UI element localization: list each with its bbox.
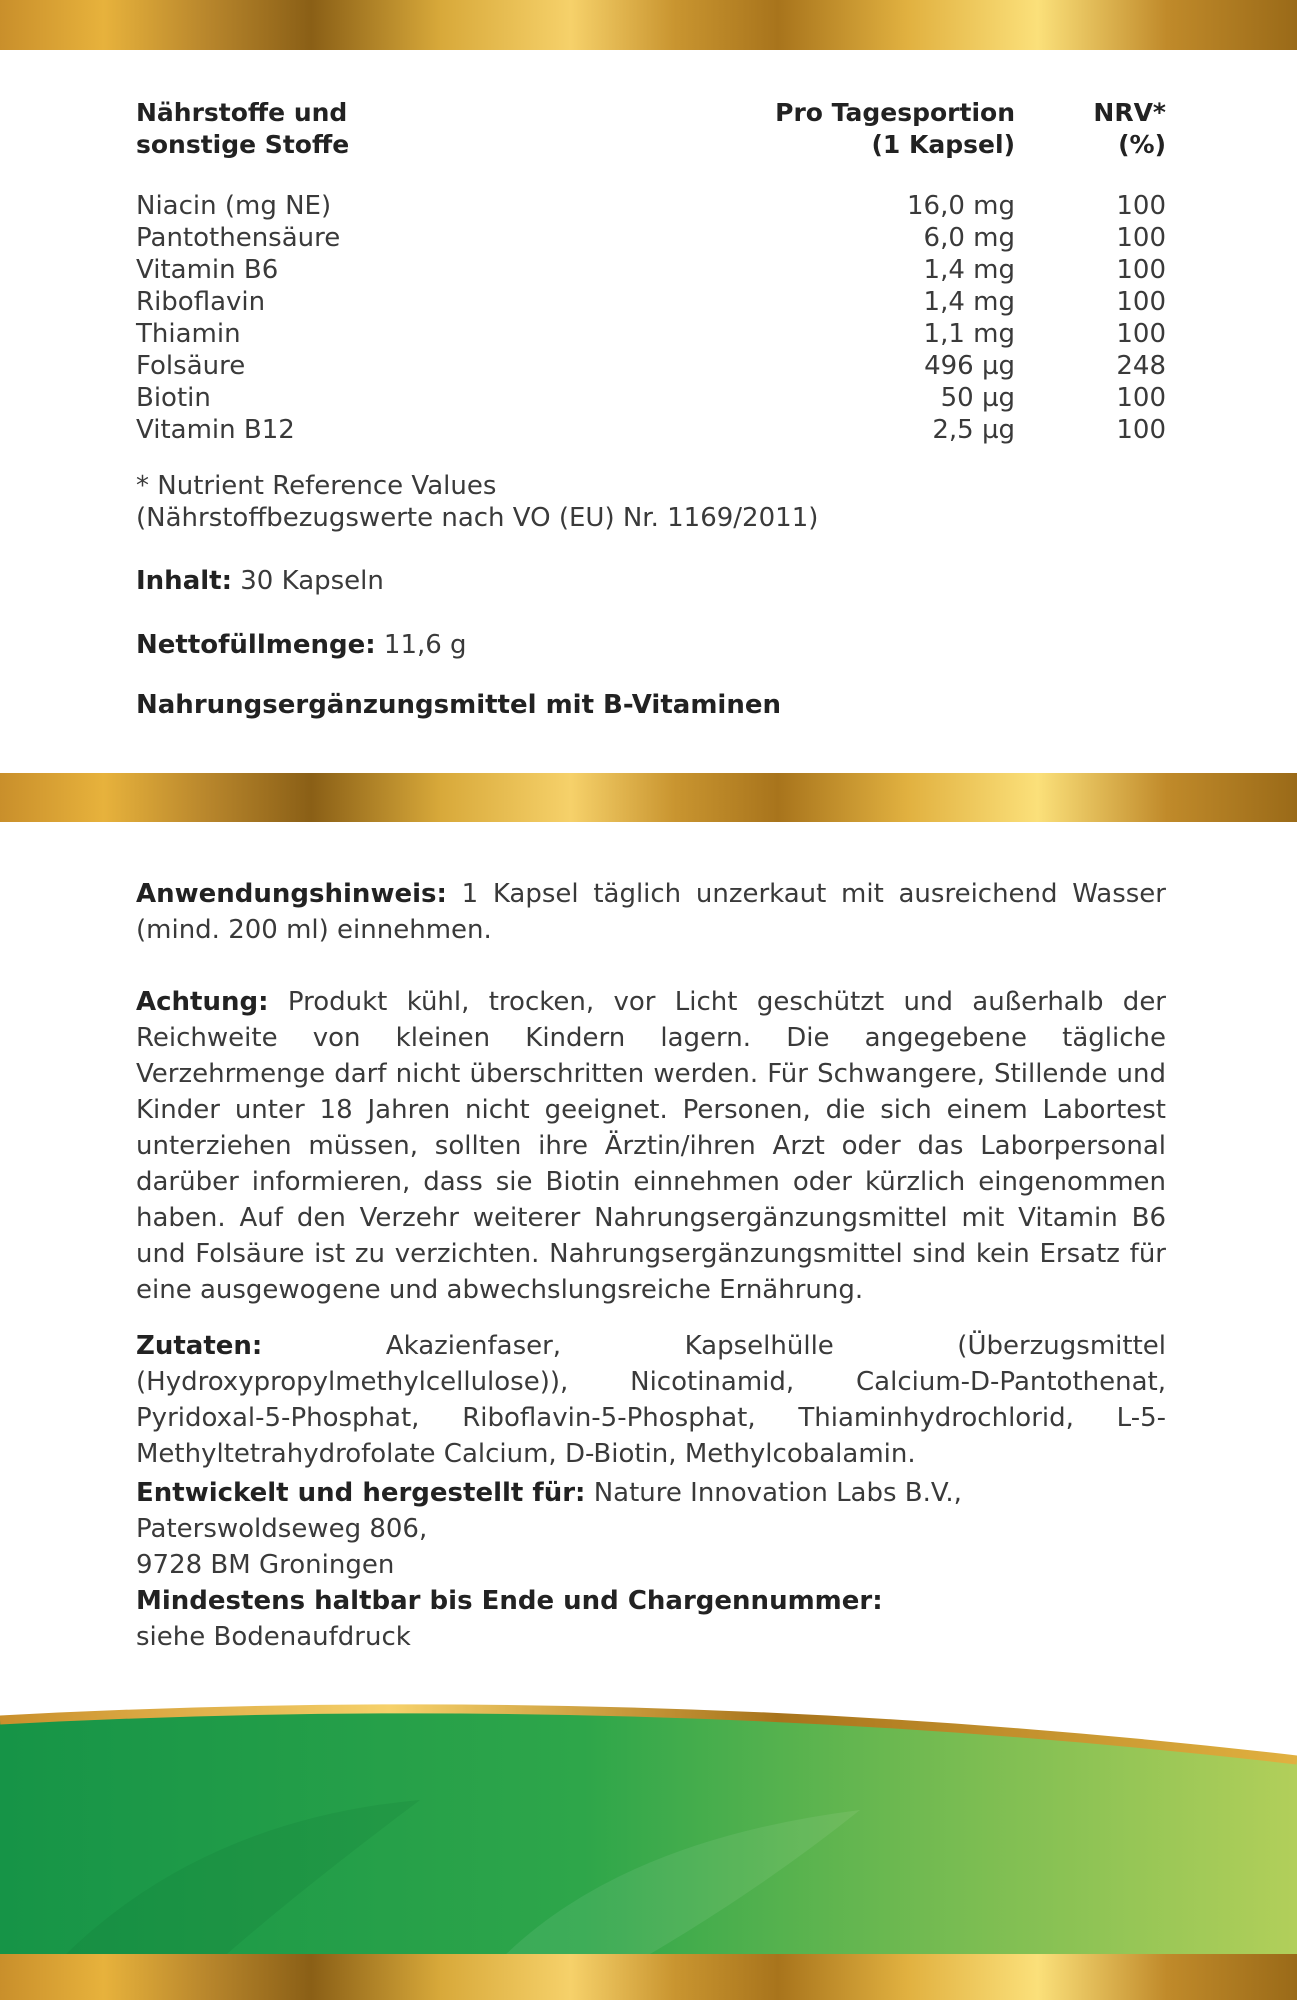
nutrient-amount: 16,0 mg bbox=[907, 191, 1015, 221]
nutrient-name: Vitamin B12 bbox=[136, 415, 295, 445]
nutrient-name: Thiamin bbox=[136, 319, 241, 349]
gold-band-bottom bbox=[0, 1954, 1297, 2000]
nutrient-nrv: 100 bbox=[1116, 255, 1166, 285]
nutrient-name: Niacin (mg NE) bbox=[136, 191, 332, 221]
content-info: Inhalt: 30 Kapseln bbox=[136, 566, 384, 596]
nutrient-nrv: 100 bbox=[1116, 383, 1166, 413]
nutrient-name: Vitamin B6 bbox=[136, 255, 279, 285]
nutrient-nrv: 248 bbox=[1116, 351, 1166, 381]
table-row bbox=[136, 318, 1166, 350]
header-daily-portion: Pro Tagesportion (1 Kapsel) bbox=[775, 98, 1015, 159]
nutrient-name: Folsäure bbox=[136, 351, 246, 381]
header-nrv: NRV* (%) bbox=[1093, 98, 1166, 159]
table-row bbox=[136, 382, 1166, 414]
warning-text: Achtung: Produkt kühl, trocken, vor Licht geschützt und außerhalb der Reichweite von kleinen Kindern lagern. Die angegebene tägliche Verzehrmenge darf nicht überschritten werden. Für Schwangere, Stillende und Kinder unter 18 Jahren nicht geeignet. Personen, die sich einem Labortest unterziehen müssen, sollten ihre Ärztin/ihren Arzt oder das Laborpersonal darüber informieren, dass sie Biotin einnehmen oder kürzlich eingenommen haben. Auf den Verzehr weiterer Nahrungsergänzungsmittel mit Vitamin B6 und Folsäure ist zu verzichten. Nahrungsergänzungsmittel sind kein Ersatz für eine ausgewogene und abwechslungsreiche Ernährung. bbox=[136, 987, 1166, 1305]
nutrient-amount: 2,5 µg bbox=[932, 415, 1015, 445]
green-leaf-band bbox=[0, 1690, 1297, 1960]
nutrient-name: Riboflavin bbox=[136, 287, 266, 317]
nutrient-nrv: 100 bbox=[1116, 287, 1166, 317]
table-row bbox=[136, 350, 1166, 382]
gold-band-middle bbox=[0, 773, 1297, 822]
table-row bbox=[136, 190, 1166, 222]
nutrient-amount: 1,4 mg bbox=[923, 255, 1015, 285]
usage-instructions: Anwendungshinweis: 1 Kapsel täglich unzerkaut mit ausreichend Wasser (mind. 200 ml) einnehmen. bbox=[136, 879, 1166, 945]
nutrient-table-header bbox=[136, 97, 1166, 163]
nutrient-amount: 6,0 mg bbox=[923, 223, 1015, 253]
product-type: Nahrungsergänzungsmittel mit B-Vitaminen bbox=[136, 690, 781, 720]
ingredients-text: Zutaten: Akazienfaser, Kapselhülle (Überzugsmittel (Hydroxypropylmethylcellulose)), Nicotinamid, Calcium-D-Pantothenat, Pyridoxal-5-Phosphat, Riboflavin-5-Phosphat, Thiaminhydrochlorid, L-5-Methyltetrahydrofolate Calcium, D-Biotin, Methylcobalamin. bbox=[136, 1331, 1166, 1469]
net-weight-info: Nettofüllmenge: 11,6 g bbox=[136, 630, 467, 660]
manufacturer-info: Entwickelt und hergestellt für: Nature Innovation Labs B.V., Paterswoldseweg 806, 9728 BM Groningen bbox=[136, 1478, 962, 1580]
table-row bbox=[136, 286, 1166, 318]
nutrient-nrv: 100 bbox=[1116, 223, 1166, 253]
nutrient-amount: 1,1 mg bbox=[923, 319, 1015, 349]
nutrient-nrv: 100 bbox=[1116, 415, 1166, 445]
table-row bbox=[136, 254, 1166, 286]
nutrient-name: Biotin bbox=[136, 383, 211, 413]
table-row bbox=[136, 414, 1166, 446]
nutrient-nrv: 100 bbox=[1116, 319, 1166, 349]
header-nutrients: Nährstoffe und sonstige Stoffe bbox=[136, 98, 350, 159]
nutrient-table-body bbox=[136, 190, 1166, 446]
table-row bbox=[136, 222, 1166, 254]
nutrient-nrv: 100 bbox=[1116, 191, 1166, 221]
nutrient-name: Pantothensäure bbox=[136, 223, 341, 253]
best-before-info: Mindestens haltbar bis Ende und Chargennummer: siehe Bodenaufdruck bbox=[136, 1586, 883, 1652]
footnote: * Nutrient Reference Values (Nährstoffbezugswerte nach VO (EU) Nr. 1169/2011) bbox=[136, 471, 819, 533]
nutrient-amount: 50 µg bbox=[940, 383, 1015, 413]
gold-band-top bbox=[0, 0, 1297, 50]
nutrient-amount: 1,4 mg bbox=[923, 287, 1015, 317]
nutrient-amount: 496 µg bbox=[924, 351, 1015, 381]
